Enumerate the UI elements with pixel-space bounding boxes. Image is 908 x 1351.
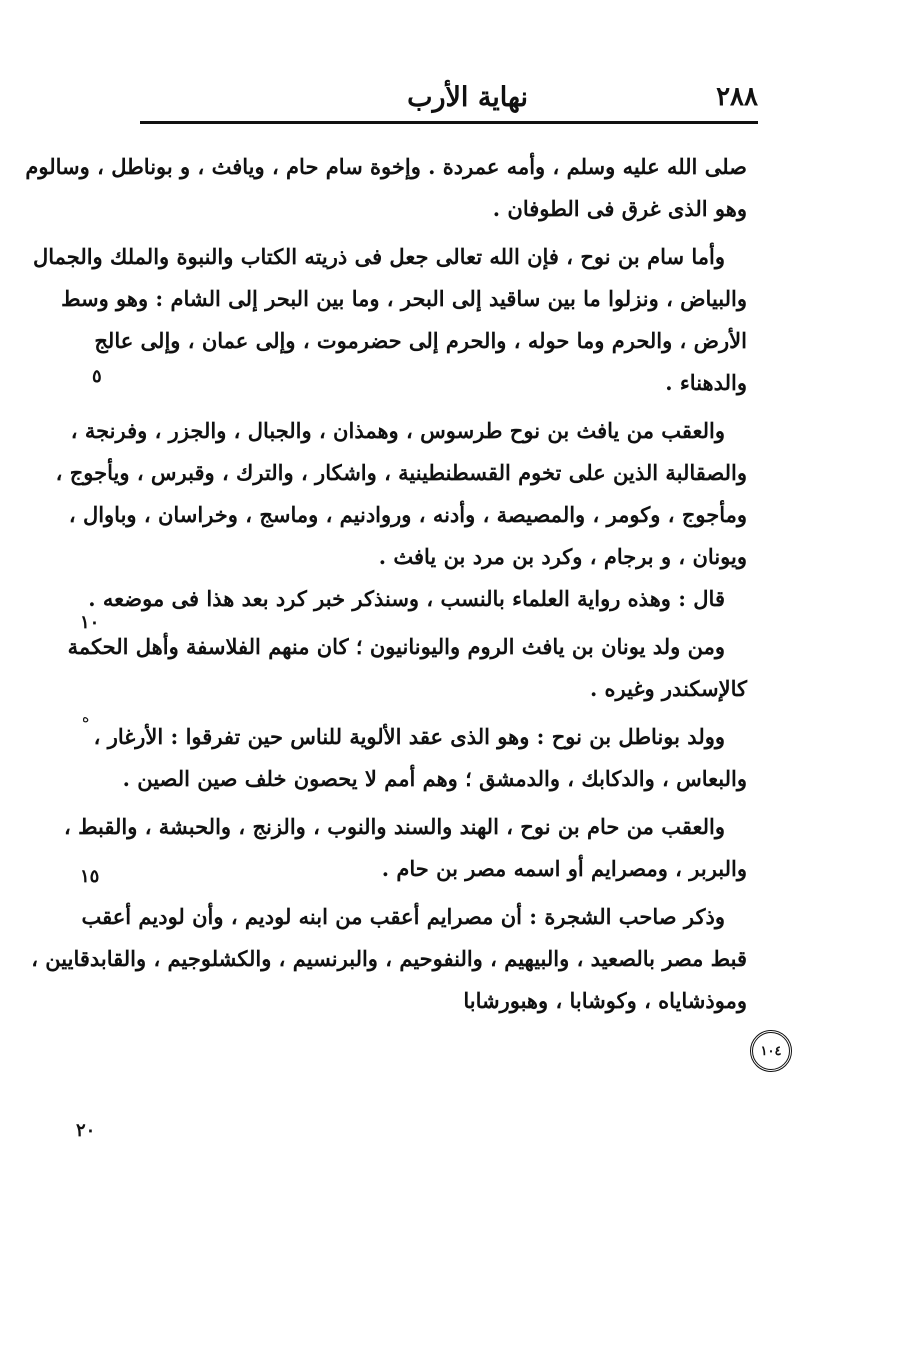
text-line: والبعاس ، والدكابك ، والدمشق ؛ وهم أمم لا يحصون خلف صين الصين .: [122, 766, 747, 791]
text-line: وموذشاياه ، وكوشابا ، وهبورشابا: [463, 988, 747, 1013]
margin-mark: ه: [82, 710, 90, 726]
header-rule: [140, 121, 758, 124]
text-line: وولد بوناطل بن نوح : وهو الذى عقد الألوية للناس حين تفرقوا : الأرغار ،: [93, 724, 725, 749]
text-line: ومأجوج ، وكومر ، والمصيصة ، وأدنه ، وروادنيم ، وماسج ، وخراسان ، وباوال ،: [68, 502, 747, 527]
text-line: ويونان ، و برجام ، وكرد بن مرد بن يافث .: [378, 544, 747, 569]
text-line: والبربر ، ومصرايم أو اسمه مصر بن حام .: [381, 856, 747, 881]
text-line: والعقب من حام بن نوح ، الهند والسند والنوب ، والزنج ، والحبشة ، والقبط ،: [64, 814, 725, 839]
original-page-marker: ١٠٤: [750, 1030, 792, 1072]
line-number-20: ٢٠: [76, 1120, 96, 1141]
text-line: وهو الذى غرق فى الطوفان .: [492, 196, 747, 221]
page-header: [140, 80, 758, 120]
line-number-5: ٥: [92, 366, 102, 387]
text-line: قال : وهذه رواية العلماء بالنسب ، وسنذكر خبر كرد بعد هذا فى موضعه .: [88, 586, 725, 611]
text-line: صلى الله عليه وسلم ، وأمه عمردة . وإخوة سام حام ، ويافث ، و بوناطل ، وسالوم: [25, 154, 747, 179]
line-number-15: ١٥: [80, 866, 100, 887]
text-line: والدهناء .: [665, 370, 747, 395]
text-line: والبياض ، ونزلوا ما بين ساقيد إلى البحر ، وما بين البحر إلى الشام : وهو وسط: [61, 286, 747, 311]
text-line: وأما سام بن نوح ، فإن الله تعالى جعل فى ذريته الكتاب والنبوة والملك والجمال: [32, 244, 725, 269]
text-line: والعقب من يافث بن نوح طرسوس ، وهمذان ، والجبال ، والجزر ، وفرنجة ،: [70, 418, 725, 443]
text-line: قبط مصر بالصعيد ، والبيهيم ، والنفوحيم ، والبرنسيم ، والكشلوجيم ، والقابدقايين ،: [31, 946, 747, 971]
running-title: نهاية الأرب: [407, 82, 528, 113]
page-number: ٢٨٨: [716, 82, 758, 112]
line-number-10: ١٠: [80, 612, 100, 633]
text-line: ومن ولد يونان بن يافث الروم واليونانيون ؛ كان منهم الفلاسفة وأهل الحكمة: [67, 634, 725, 659]
text-line: وذكر صاحب الشجرة : أن مصرايم أعقب من ابنه لوديم ، وأن لوديم أعقب: [81, 904, 725, 929]
text-line: والصقالبة الذين على تخوم القسطنطينية ، واشكار ، والترك ، وقبرس ، ويأجوج ،: [55, 460, 747, 485]
text-line: كالإسكندر وغيره .: [589, 676, 747, 701]
text-line: الأرض ، والحرم وما حوله ، والحرم إلى حضرموت ، وإلى عمان ، وإلى عالج: [94, 328, 747, 353]
